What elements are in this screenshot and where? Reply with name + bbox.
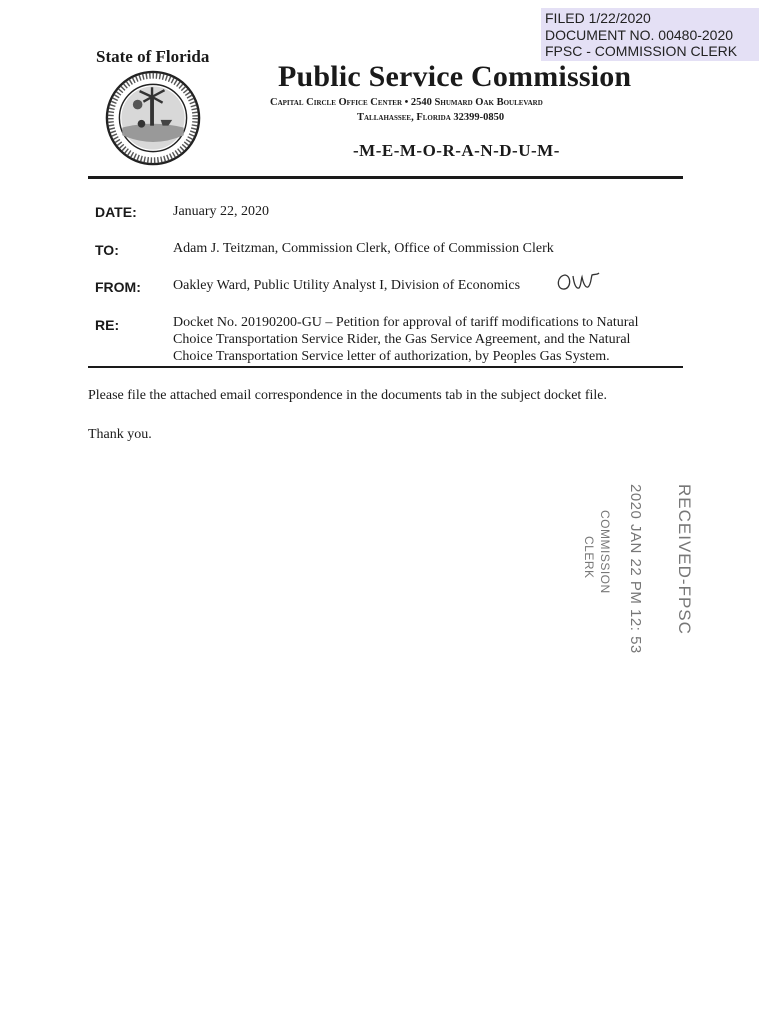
address-line-2: Tallahassee, Florida 32399-0850 [357, 112, 505, 123]
from-label: FROM: [95, 279, 141, 295]
initials-signature-icon [553, 270, 601, 294]
memorandum-heading: -M-E-M-O-R-A-N-D-U-M- [353, 141, 560, 160]
state-name: State of Florida [96, 47, 210, 66]
filing-stamp-date: FILED 1/22/2020 [545, 10, 651, 26]
filing-stamp-clerk: FPSC - COMMISSION CLERK [545, 43, 738, 59]
received-stamp-line-3: COMMISSION [598, 510, 612, 594]
body-paragraph: Please file the attached email correspondence in the documents tab in the subject docket file. [88, 388, 607, 403]
florida-seal-icon [105, 70, 201, 166]
filing-stamp-document-number: DOCUMENT NO. 00480-2020 [545, 26, 734, 43]
received-stamp [568, 478, 698, 654]
closing-line: Thank you. [88, 427, 152, 442]
re-line-1: Docket No. 20190200-GU – Petition for approval of tariff modifications to Natural [173, 315, 639, 330]
agency-name: Public Service Commission [278, 60, 632, 93]
filing-stamp [541, 8, 759, 61]
bottom-divider [88, 366, 683, 368]
from-value: Oakley Ward, Public Utility Analyst I, Division of Economics [173, 278, 521, 293]
top-divider [88, 176, 683, 179]
received-stamp-line-4: CLERK [582, 536, 596, 579]
to-label: TO: [95, 242, 119, 258]
received-stamp-line-2: 2020 JAN 22 PM 12: 53 [627, 484, 644, 654]
re-label: RE: [95, 317, 120, 333]
address-line-1: Capital Circle Office Center • 2540 Shumard Oak Boulevard [270, 97, 543, 108]
date-value: January 22, 2020 [173, 204, 270, 219]
re-line-3: Choice Transportation Service letter of authorization, by Peoples Gas System. [173, 349, 610, 364]
date-label: DATE: [95, 204, 137, 220]
received-stamp-line-1: RECEIVED-FPSC [675, 484, 694, 635]
to-value: Adam J. Teitzman, Commission Clerk, Office of Commission Clerk [173, 241, 554, 256]
re-line-2: Choice Transportation Service Rider, the Gas Service Agreement, and the Natural [173, 332, 631, 347]
